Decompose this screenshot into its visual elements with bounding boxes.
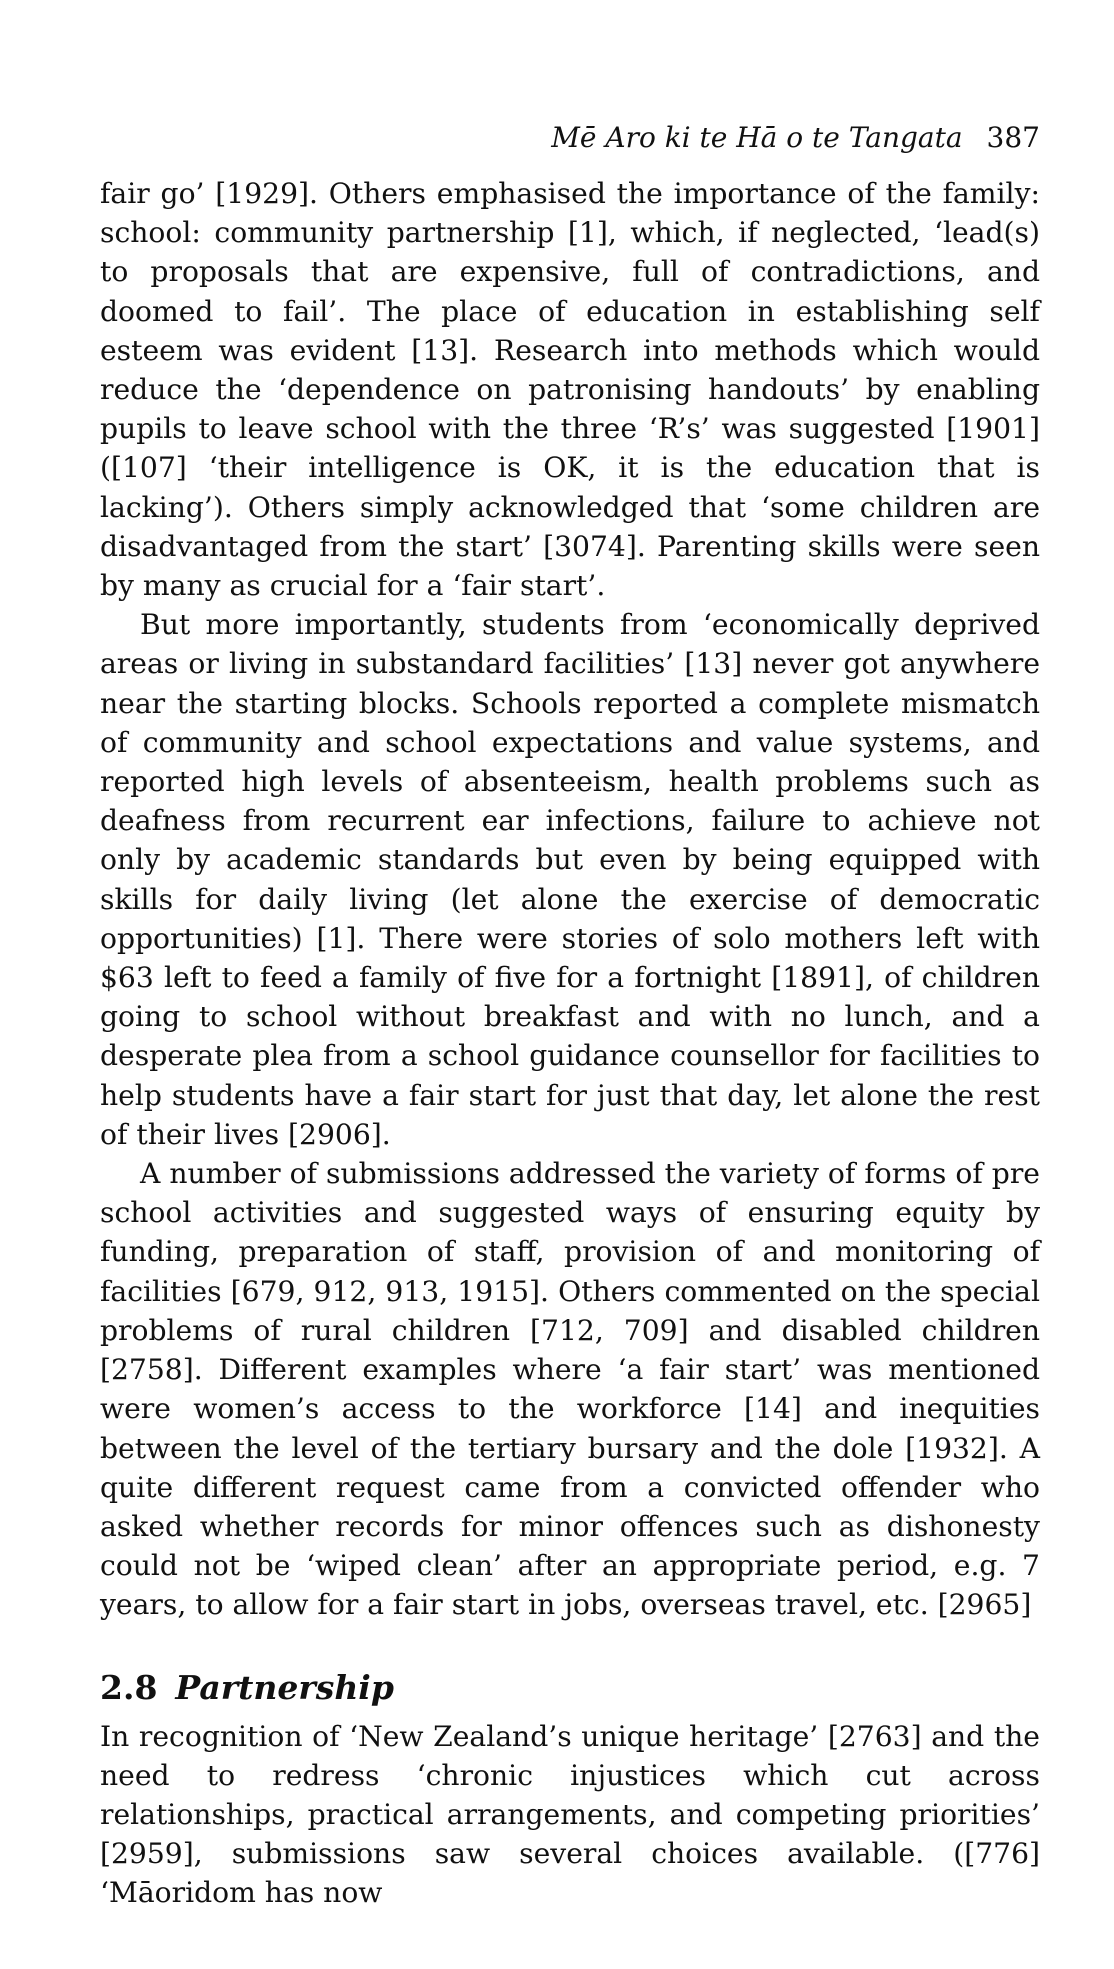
- running-head-title: Mē Aro ki te Hā o te Tangata: [551, 121, 963, 154]
- section-title: Partnership: [175, 1667, 394, 1707]
- section-number: 2.8: [100, 1667, 158, 1707]
- section-heading: [100, 1665, 1040, 1711]
- paragraph-starting-blocks: But more importantly, students from ‘economically deprived areas or living in substandard facilities’ [13] never got anywhere near the starting blocks. Schools reported a complete mismatch of community and school expectations and value systems, and reported high levels of absenteeism, health problems such as deafness from recurrent ear infections, failure to achieve not only by academic standards but even by being equipped with skills for daily living (let alone the exercise of democratic opportunities) [1]. There were stories of solo mothers left with $63 left to feed a family of five for a fortnight [1891], of children going to school without breakfast and with no lunch, and a desperate plea from a school guidance counsellor for facilities to help students have a fair start for just that day, let alone the rest of their lives [2906].: [100, 608, 1040, 1151]
- paragraph-fair-go-continued: fair go’ [1929]. Others emphasised the importance of the family: school: community partnership [1], which, if neglected, ‘lead(s) to proposals that are expensive, full of contradictions, and doomed to fail’. The place of education in establishing self esteem was evident [13]. Research into methods which would reduce the ‘dependence on patronising handouts’ by enabling pupils to leave school with the three ‘R’s’ was suggested [1901] ([107] ‘their intelligence is OK, it is the education that is lacking’). Others simply acknowledged that ‘some children are disadvantaged from the start’ [3074]. Parenting skills were seen by many as crucial for a ‘fair start’.: [100, 177, 1040, 603]
- paragraph-partnership: In recognition of ‘New Zealand’s unique heritage’ [2763] and the need to redress ‘chronic injustices which cut across relationships, practical arrangements, and competing priorities’ [2959], submissions saw several choices available. ([776] ‘Māoridom has now: [100, 1719, 1040, 1910]
- book-page: [100, 118, 1040, 1913]
- paragraph-pre-school-activities: A number of submissions addressed the variety of forms of pre school activities and suggested ways of ensuring equity by funding, preparation of staff, provision of and monitoring of facilities [679, 912, 913, 1915]. Others commented on the special problems of rural children [712, 709] and disabled children [2758]. Different examples where ‘a fair start’ was mentioned were women’s access to the workforce [14] and inequities between the level of the tertiary bursary and the dole [1932]. A quite different request came from a convicted offender who asked whether records for minor offences such as dishonesty could not be ‘wiped clean’ after an appropriate period, e.g. 7 years, to allow for a fair start in jobs, overseas travel, etc. [2965]: [100, 1157, 1040, 1622]
- running-head: [100, 118, 1040, 160]
- page-number: 387: [986, 121, 1040, 154]
